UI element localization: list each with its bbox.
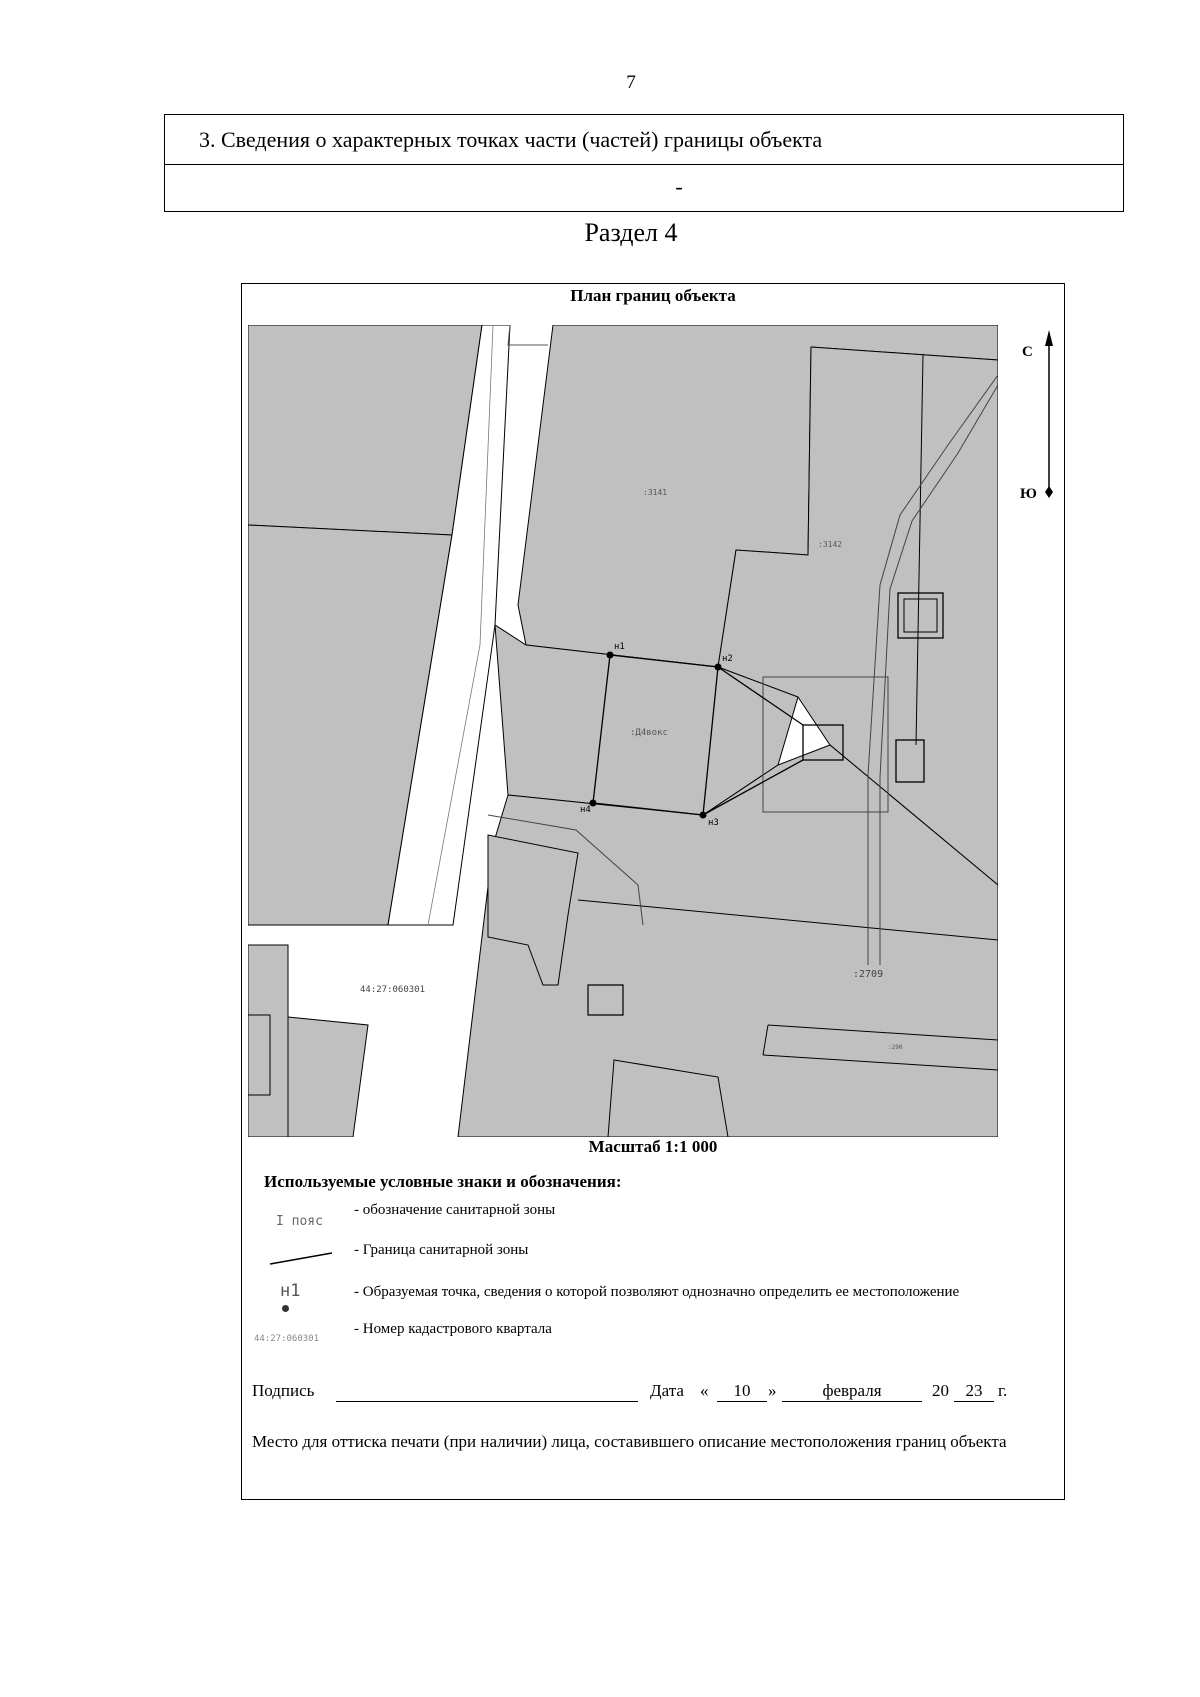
date-year-suffix: 23: [954, 1381, 994, 1402]
section3-value: -: [675, 174, 683, 199]
parcel-label-center: :Д4вокс: [630, 728, 668, 738]
legend-text: - Номер кадастрового квартала: [354, 1321, 552, 1337]
plan-frame: [241, 283, 1065, 1500]
zone-label-icon: I пояс: [276, 1214, 323, 1229]
stamp-place-text: Место для оттиска печати (при наличии) лица, составившего описание местоположения границ объекта: [252, 1432, 1007, 1451]
legend-item-point: [242, 1281, 1064, 1317]
legend-text: - Граница санитарной зоны: [354, 1242, 529, 1258]
date-month: февраля: [782, 1381, 922, 1402]
point-h3: [700, 812, 707, 819]
date-close-quote: »: [768, 1381, 777, 1400]
point-h1: [607, 652, 614, 659]
point-h2: [715, 664, 722, 671]
parcel-label-2709: :2709: [853, 969, 884, 980]
parcel-label-290: :290: [888, 1044, 903, 1051]
signature-label: Подпись: [252, 1381, 315, 1400]
page-number: 7: [626, 72, 636, 93]
point-icon: н1: [246, 1281, 336, 1317]
point-label-h1: н1: [614, 642, 625, 652]
section3-title: 3. Сведения о характерных точках части (частей) границы объекта: [165, 115, 1123, 165]
compass-north: С: [1022, 344, 1033, 360]
date-label: Дата: [650, 1381, 684, 1400]
signature-line: [336, 1381, 638, 1402]
point-label-h3: н3: [708, 818, 719, 828]
parcel-label-3142: :3142: [818, 540, 843, 549]
point-label-h4: н4: [580, 805, 591, 815]
quarter-label: 44:27:060301: [360, 985, 426, 995]
map-parcel-left-top: [248, 325, 482, 535]
legend-item-boundary: [242, 1240, 1064, 1276]
legend-item-zone-label: [242, 1200, 1064, 1236]
date-year-prefix: 20: [932, 1381, 949, 1400]
map-scale: Масштаб 1:1 000: [588, 1137, 718, 1156]
legend-text: - обозначение санитарной зоны: [354, 1202, 556, 1218]
quarter-number-icon: 44:27:060301: [254, 1334, 320, 1344]
boundary-map: [248, 325, 998, 1137]
compass-south: Ю: [1020, 486, 1037, 502]
section4-heading: Раздел 4: [584, 218, 678, 247]
point-label-h2: н2: [722, 654, 733, 664]
north-arrow: [1020, 324, 1060, 504]
section3-table: [164, 114, 1124, 212]
legend-title: Используемые условные знаки и обозначения:: [264, 1172, 622, 1191]
plan-title: План границ объекта: [570, 286, 736, 305]
date-day: 10: [717, 1381, 767, 1402]
boundary-line-icon: [246, 1240, 336, 1276]
date-open-quote: «: [700, 1381, 709, 1400]
signature-row: [252, 1381, 1052, 1409]
legend-text: - Образуемая точка, сведения о которой позволяют однозначно определить ее местоположение: [354, 1284, 960, 1300]
parcel-label-3141: :3141: [643, 488, 668, 497]
legend-item-quarter: [242, 1318, 1064, 1354]
date-year-unit: г.: [998, 1381, 1008, 1400]
